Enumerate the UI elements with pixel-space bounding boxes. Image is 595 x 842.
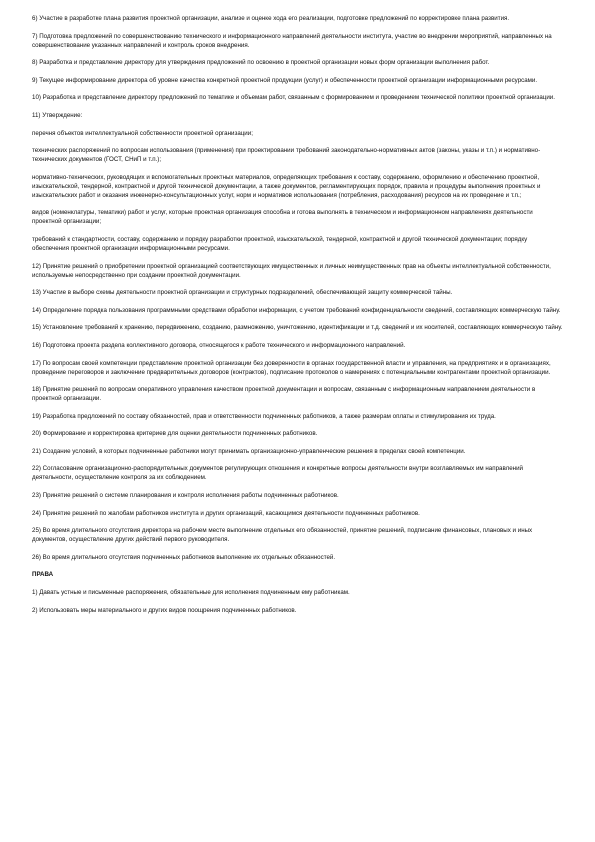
duty-7: 7) Подготовка предложений по совершенствованию технического и информационного направлений деятельности института, участие во внедрении мероприятий, направленных на совершенствование указанных направлений и контроль сроков внедрения. <box>32 32 552 49</box>
duty-24: 24) Принятие решений по жалобам работников института и других организаций, касающимся деятельности подчиненных работников. <box>32 509 420 517</box>
rights-heading: ПРАВА <box>32 571 54 579</box>
duty-26: 26) Во время длительного отсутствия подчиненных работников выполнение их отдельных обязанностей. <box>32 553 336 561</box>
duty-9: 9) Текущее информирование директора об уровне качества конкретной проектной продукции (услуг) и обеспеченности проектной организации информационными ресурсами. <box>32 76 538 84</box>
duties-list <box>32 14 563 562</box>
duty-25: 25) Во время длительного отсутствия директора на рабочем месте выполнение отдельных его обязанностей, принятие решений, подписание финансовых, плановых и иных документов, осуществление других действий первого руководителя. <box>32 527 533 544</box>
rights-list <box>32 588 563 615</box>
duty-11-item-3: нормативно-технических, руководящих и вспомогательных проектных материалов, определяющих требования к составу, содержанию, оформлению и обеспечению проектной, изыскательской, тендерной, контрактной и другой технической документации, а также документов, регламентирующих порядок, правила и процедуры выполнения проектных и изыскательских работ и оказания инженерно-консультационных услуг, норм и нормативов использования (потребления, расходования) ресурсов на их проведение и т.п.; <box>32 173 541 199</box>
duty-11-item-2: технических распоряжений по вопросам использования (применения) при проектировании требований законодательно-нормативных актов (законы, указы и т.п.) и нормативно-технических документов (ГОСТ, СНиП и т.п.); <box>32 147 541 164</box>
duty-18: 18) Принятие решений по вопросам оперативного управления качеством проектной документации и вопросам, связанным с информационным направлением деятельности в проектной организации. <box>32 386 536 403</box>
duty-10: 10) Разработка и представление директору предложений по тематике и объемам работ, связанным с формированием и проведением технической политики проектной организации. <box>32 94 555 102</box>
duty-11-item-4: видов (номенклатуры, тематики) работ и услуг, которые проектная организация способна и готова выполнять в техническом и информационном направлениях деятельности проектной организации; <box>32 209 533 226</box>
right-2: 2) Использовать меры материального и других видов поощрения подчиненных работников. <box>32 606 297 614</box>
duty-8: 8) Разработка и представление директору для утверждения предложений по освоению в проектной организации новых форм организации выполнения работ. <box>32 59 490 67</box>
duty-19: 19) Разработка предложений по составу обязанностей, прав и ответственности подчиненных работников, а также размерам оплаты и стимулирования их труда. <box>32 412 496 420</box>
duty-14: 14) Определение порядка пользования программными средствами обработки информации, с учетом требований конфиденциальности сведений, составляющих коммерческую тайну. <box>32 306 561 314</box>
duty-17: 17) По вопросам своей компетенции представление проектной организации без доверенности в органах государственной власти и управления, на предприятиях и в организациях, проведение переговоров и заключение предварительных договоров (контрактов), подписание протоколов о намерениях с потенциальными контрагентами проектной организации. <box>32 359 551 376</box>
right-1: 1) Давать устные и письменные распоряжения, обязательные для исполнения подчиненным ему работникам. <box>32 589 350 597</box>
duty-23: 23) Принятие решений о системе планирования и контроля исполнения работы подчиненных работников. <box>32 492 339 500</box>
duty-20: 20) Формирование и корректировка критериев для оценки деятельности подчиненных работников. <box>32 430 318 438</box>
duty-12: 12) Принятие решений о приобретении проектной организацией соответствующих имущественных и личных неимущественных прав на объекты интеллектуальной собственности, используемые непосредственно при создании проектной документации. <box>32 262 551 279</box>
duty-11: 11) Утверждение: <box>32 111 83 119</box>
duty-13: 13) Участие в выборе схемы деятельности проектной организации и структурных подразделений, обеспечивающей защиту коммерческой тайны. <box>32 289 453 297</box>
duty-15: 15) Установление требований к хранению, передвижению, созданию, размножению, уничтожению, идентификации и т.д. сведений и их носителей, составляющих коммерческую тайну. <box>32 324 563 332</box>
duty-21: 21) Создание условий, в которых подчиненные работники могут принимать организационно-управленческие решения в пределах своей компетенции. <box>32 447 466 455</box>
duty-11-item-5: требований к стандартности, составу, содержанию и порядку разработки проектной, изыскательской, тендерной, контрактной и другой технической документации; порядку обеспечения проектной организации информационными ресурсами. <box>32 235 528 252</box>
duty-11-item-1: перечня объектов интеллектуальной собственности проектной организации; <box>32 129 253 137</box>
duty-22: 22) Согласование организационно-распорядительных документов регулирующих отношения и конкретные вопросы деятельности внутри возглавляемых им направлений деятельности, осуществление контроля за их соблюдением. <box>32 465 523 482</box>
duty-16: 16) Подготовка проекта раздела коллективного договора, относящегося к работе технического и информационного направлений. <box>32 341 406 349</box>
duty-6: 6) Участие в разработке плана развития проектной организации, анализе и оценке хода его реализации, подготовке предложений по корректировке плана развития. <box>32 15 510 22</box>
